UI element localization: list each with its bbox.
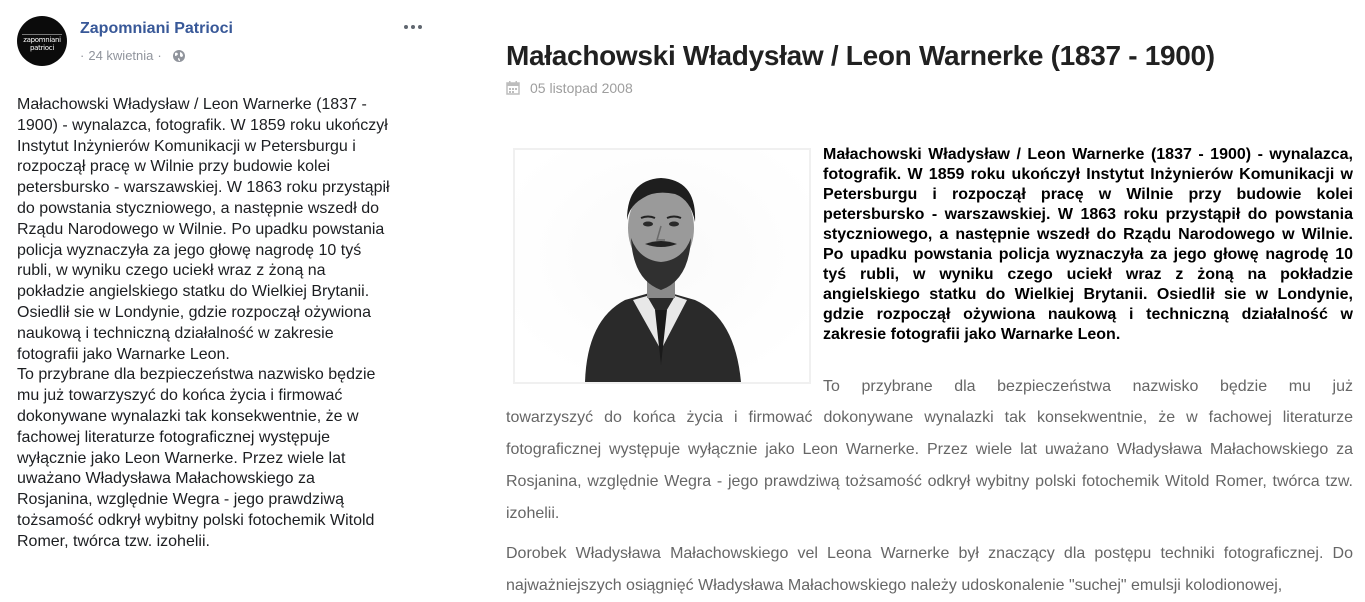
post-line: do powstania styczniowego, a następnie wszedł do	[17, 199, 379, 217]
meta-separator: ·	[80, 48, 85, 63]
post-date-link[interactable]: 24 kwietnia	[88, 48, 154, 63]
facebook-post	[0, 0, 440, 589]
post-line: tożsamość odkrył wybitny polski fotochemik Witold	[17, 511, 375, 529]
post-line: pokładzie angielskiego statku do Wielkiej Brytanii.	[17, 283, 370, 301]
post-line: dokonywane wynalazki tak konsekwentnie, że w	[17, 407, 359, 425]
article-paragraph-2: Dorobek Władysława Małachowskiego vel Leona Warnerke był znaczący dla postępu techniki fotograficznej. Do najważniejszych osiągnięć Władysława Małachowskiego należy udoskonalenie "suchej" emulsji kolodionowej,	[506, 545, 1353, 594]
globe-icon[interactable]	[172, 49, 186, 63]
post-meta	[80, 48, 186, 63]
post-line: petersbursko - warszawskiej. W 1863 roku przystąpił	[17, 179, 390, 197]
page-avatar[interactable]	[17, 16, 67, 66]
calendar-icon	[506, 81, 520, 95]
article-date: 05 listopad 2008	[530, 80, 633, 96]
page-name-link[interactable]: Zapomniani Patrioci	[80, 20, 233, 37]
article-title[interactable]: Małachowski Władysław / Leon Warnerke (1837 - 1900)	[506, 40, 1215, 71]
article	[490, 0, 1365, 594]
post-line: Małachowski Władysław / Leon Warnerke (1837 -	[17, 96, 367, 113]
post-line: Osiedlił sie w Londynie, gdzie rozpoczął ożywiona	[17, 303, 371, 321]
article-paragraph-1-start: To przybrane dla bezpieczeństwa nazwisko będzie mu już	[823, 378, 1353, 395]
more-options-icon[interactable]	[402, 20, 424, 34]
post-line: Romer, twórca tzw. izohelii.	[17, 532, 210, 550]
post-line: Rządu Narodowego w Wilnie. Po upadku powstania	[17, 220, 385, 238]
post-line: wyłącznie jako Leon Warnerke. Przez wiele lat	[17, 449, 346, 467]
post-line: policja wyznaczyła za jego głowę nagrodę 10 tyś	[17, 241, 362, 259]
post-body	[17, 95, 435, 553]
article-paragraph-1: towarzyszyć do końca życia i firmować dokonywane wynalazki tak konsekwentnie, że w fachowej literaturze fotograficznej występuje wyłącznie jako Leon Warnerke. Przez wiele lat uważano Władysława Małachowskiego za Rosjanina, względnie Wegra - jego prawdziwą tożsamość odkrył wybitny polski fotochemik Witold Romer, twórca tzw. izohelii.	[506, 409, 1353, 522]
post-line: fachowej literaturze fotograficznej występuje	[17, 428, 331, 446]
post-line: 1900) - wynalazca, fotografik. W 1859 roku ukończył	[17, 116, 388, 134]
article-intro-bold: Małachowski Władysław / Leon Warnerke (1837 - 1900) - wynalazca, fotografik. W 1859 roku ukończył Instytut Inżynierów Komunikacji w Petersburgu i rozpoczął pracę w Wilnie przy budowie kolei petersbursko - warszawskiej. W 1863 roku przystąpił do powstania styczniowego, a następnie wszedł do Rządu Narodowego w Wilnie. Po upadku powstania policja wyznaczyła za jego głowę nagrodę 10 tyś rubli, w wyniku czego uciekł wraz z żoną na pokładzie angielskiego statku do Wielkiej Brytanii. Osiedlił sie w Londynie, gdzie rozpoczął ożywiona naukową i techniczną działalność w zakresie fotografii jako Warnarke Leon.	[823, 146, 1353, 343]
avatar-logo-line	[22, 34, 62, 35]
post-line: naukową i techniczną działalność w zakresie	[17, 324, 334, 342]
post-line: rubli, w wyniku czego uciekł wraz z żoną na	[17, 262, 326, 280]
meta-separator: ·	[157, 48, 162, 63]
post-line: Instytut Inżynierów Komunikacji w Petersburgu i	[17, 137, 356, 155]
post-line: fotografii jako Warnarke Leon.	[17, 345, 230, 363]
post-line: To przybrane dla bezpieczeństwa nazwisko będzie	[17, 366, 376, 384]
post-line: Rosjanina, względnie Wegra - jego prawdziwą	[17, 491, 344, 509]
post-line: uważano Władysława Małachowskiego za	[17, 470, 315, 488]
post-line: rozpoczął pracę w Wilnie przy budowie kolei	[17, 158, 331, 176]
article-date-row	[506, 80, 633, 96]
post-line: mu już towarzyszyć do końca życia i firmować	[17, 387, 343, 405]
portrait-photo	[513, 148, 811, 384]
avatar-logo-text: zapomniani patrioci	[23, 36, 61, 52]
